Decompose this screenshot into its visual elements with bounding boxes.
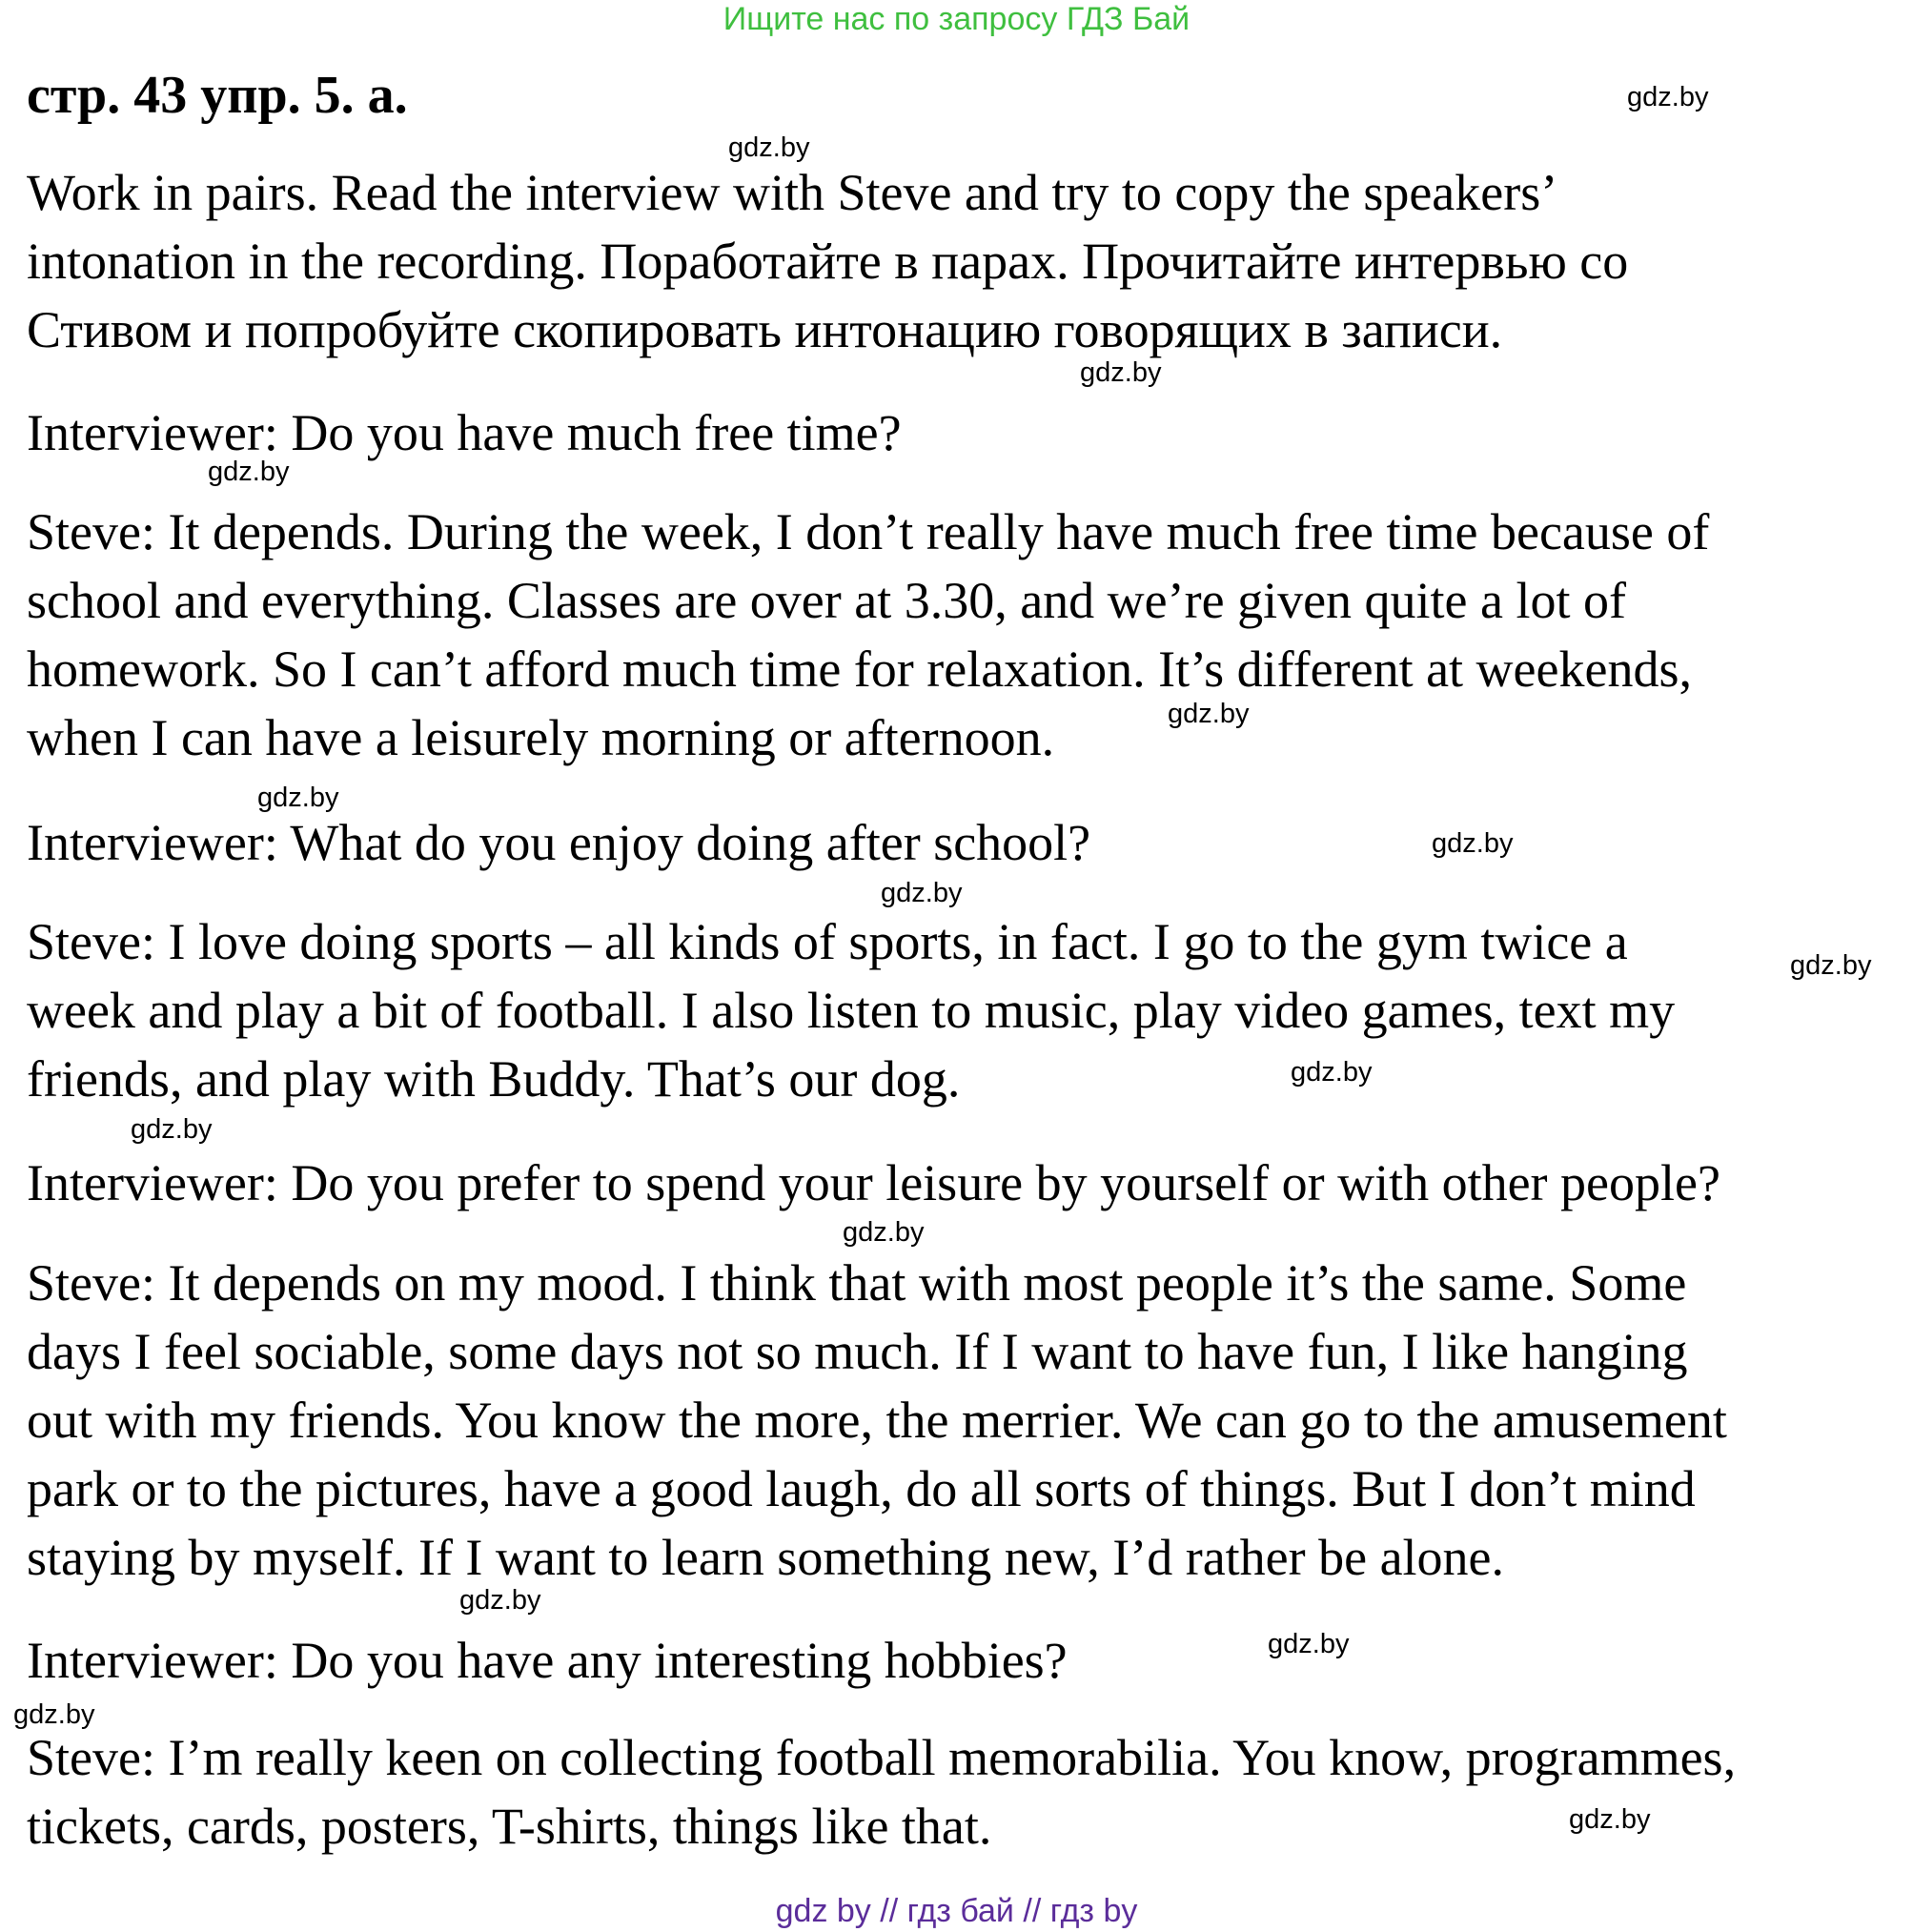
text-line: Interviewer: What do you enjoy doing after school?: [27, 814, 1091, 871]
top-banner: Ищите нас по запросу ГДЗ Бай: [722, 1, 1191, 37]
text-line: tickets, cards, posters, T-shirts, things like that.: [27, 1798, 992, 1855]
text-line: Work in pairs. Read the interview with Steve and try to copy the speakers’: [27, 164, 1558, 221]
interviewer-question-1: [27, 398, 1895, 467]
text-line: Steve: I love doing sports – all kinds of sports, in fact. I go to the gym twice a: [27, 913, 1628, 970]
text-line: days I feel sociable, some days not so much. If I want to have fun, I like hanging: [27, 1323, 1688, 1380]
footer-links: gdz by // гдз бай // гдз by: [775, 1893, 1138, 1929]
task-instruction: [27, 158, 1895, 364]
text-line: staying by myself. If I want to learn something new, I’d rather be alone.: [27, 1529, 1505, 1586]
text-line: Steve: It depends on my mood. I think that with most people it’s the same. Some: [27, 1254, 1687, 1312]
watermark: gdz.by: [131, 1114, 213, 1145]
watermark: gdz.by: [1569, 1804, 1651, 1835]
text-line: Steve: I’m really keen on collecting football memorabilia. You know, programmes,: [27, 1729, 1737, 1786]
text-line: friends, and play with Buddy. That’s our dog.: [27, 1050, 961, 1108]
watermark: gdz.by: [1168, 699, 1250, 729]
text-line: park or to the pictures, have a good laugh, do all sorts of things. But I don’t mind: [27, 1460, 1696, 1517]
watermark: gdz.by: [257, 783, 339, 813]
watermark: gdz.by: [1291, 1057, 1373, 1088]
watermark: gdz.by: [1432, 828, 1514, 859]
text-line: week and play a bit of football. I also listen to music, play video games, text my: [27, 982, 1676, 1039]
watermark: gdz.by: [881, 878, 963, 908]
page-heading: стр. 43 упр. 5. а.: [27, 66, 408, 125]
text-line: homework. So I can’t afford much time for relaxation. It’s different at weekends,: [27, 641, 1692, 698]
interviewer-question-2: [27, 808, 1895, 877]
text-line: Стивом и попробуйте скопировать интонацию говорящих в записи.: [27, 301, 1503, 358]
interviewer-question-4: [27, 1626, 1895, 1695]
steve-answer-2: [27, 907, 1895, 1113]
steve-answer-3: [27, 1249, 1895, 1592]
text-line: out with my friends. You know the more, the merrier. We can go to the amusement: [27, 1392, 1727, 1449]
watermark: gdz.by: [1790, 950, 1872, 981]
watermark: gdz.by: [1080, 357, 1162, 388]
text-line: school and everything. Classes are over at 3.30, and we’re given quite a lot of: [27, 572, 1626, 629]
steve-answer-4: [27, 1723, 1895, 1861]
watermark: gdz.by: [208, 457, 290, 487]
watermark: gdz.by: [728, 132, 810, 163]
text-line: when I can have a leisurely morning or afternoon.: [27, 709, 1055, 766]
text-line: Steve: It depends. During the week, I don’t really have much free time because of: [27, 503, 1710, 560]
text-line: Interviewer: Do you prefer to spend your leisure by yourself or with other people?: [27, 1154, 1720, 1211]
watermark: gdz.by: [459, 1585, 541, 1616]
steve-answer-1: [27, 498, 1895, 772]
watermark: gdz.by: [13, 1699, 95, 1730]
watermark: gdz.by: [843, 1217, 925, 1248]
watermark: gdz.by: [1627, 82, 1709, 112]
text-line: Interviewer: Do you have much free time?: [27, 404, 902, 461]
watermark: gdz.by: [1268, 1629, 1350, 1659]
interviewer-question-3: [27, 1149, 1895, 1217]
text-line: intonation in the recording. Поработайте в парах. Прочитайте интервью со: [27, 233, 1629, 290]
text-line: Interviewer: Do you have any interesting hobbies?: [27, 1632, 1068, 1689]
